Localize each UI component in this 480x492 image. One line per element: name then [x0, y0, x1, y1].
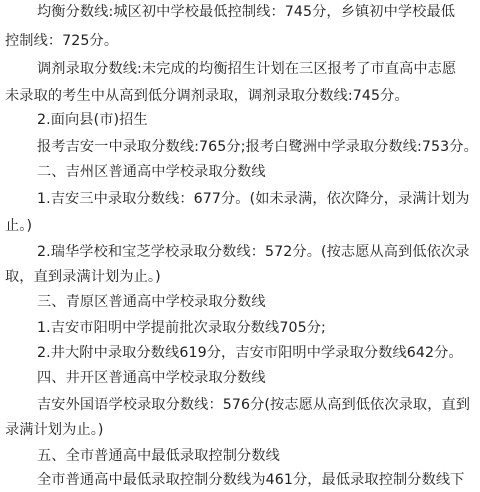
text-line: 五、全市普通高中最低录取控制分数线 [37, 448, 280, 464]
text-line: 吉安外国语学校录取分数线：576分(按志愿从高到低依次录取，直到 [37, 397, 471, 413]
text-line: 三、青原区普通高中学校录取分数线 [37, 294, 266, 310]
text-line: 2.井大附中录取分数线619分，吉安市阳明中学录取分数线642分。 [37, 345, 463, 361]
text-line: 止。) [5, 218, 33, 234]
text-line: 取，直到录满计划为止。) [5, 269, 161, 285]
text-line: 2.面向县(市)招生 [37, 112, 148, 128]
text-line: 四、井开区普通高中学校录取分数线 [37, 370, 266, 386]
text-line: 录满计划为止。) [5, 422, 104, 438]
text-line: 2.瑞华学校和宝芝学校录取分数线：572分。(按志愿从高到低依次录 [37, 244, 470, 260]
text-line: 1.吉安市阳明中学提前批次录取分数线705分; [37, 320, 326, 336]
text-line: 1.吉安三中录取分数线：677分。(如未录满，依次降分，录满计划为 [37, 191, 470, 207]
text-line: 均衡分数线:城区初中学校最低控制线：745分，乡镇初中学校最低 [37, 4, 456, 20]
text-line: 报考吉安一中录取分数线:765分;报考白鹭洲中学录取分数线:753分。 [37, 139, 478, 155]
text-line: 全市普通高中最低录取控制分数线为461分，最低录取控制分数线下 [37, 472, 465, 488]
text-line: 控制线：725分。 [5, 33, 119, 49]
text-line: 二、吉州区普通高中学校录取分数线 [37, 164, 266, 180]
text-line: 未录取的考生中从高到低分调剂录取，调剂录取分数线:745分。 [5, 88, 409, 104]
text-line: 调剂录取分数线:未完成的均衡招生计划在三区报考了市直高中志愿 [37, 61, 457, 77]
